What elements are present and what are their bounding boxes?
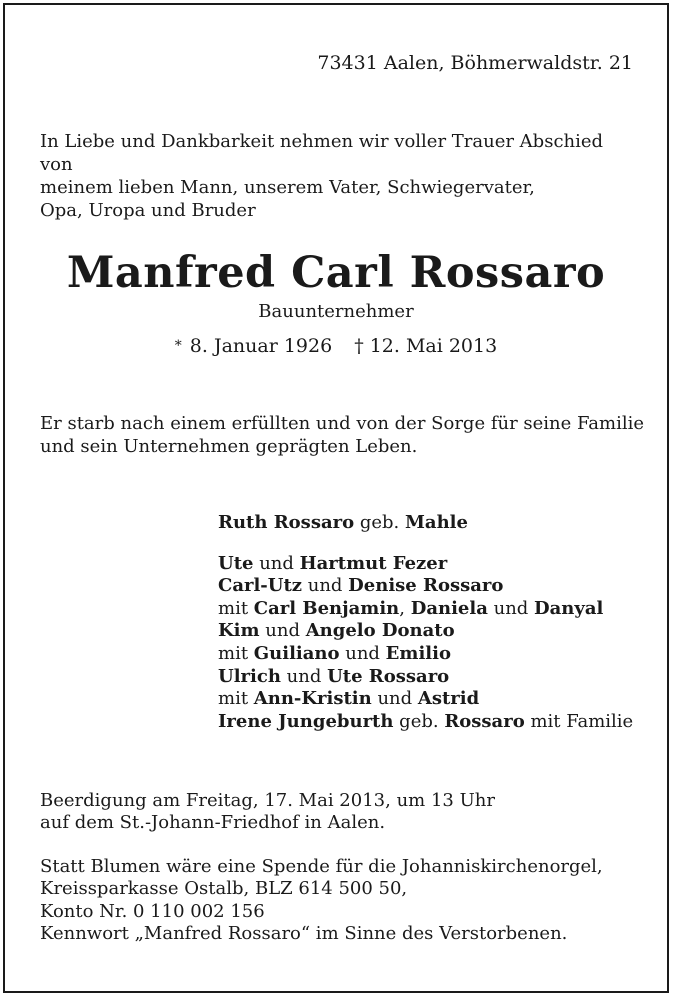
- mourner-name: Danyal: [534, 597, 604, 619]
- death-cross-icon: †: [354, 335, 364, 357]
- mourner-row: [218, 643, 633, 666]
- mourner-name: Ute Rossaro: [327, 665, 450, 687]
- donation-line: Konto Nr. 0 110 002 156: [40, 900, 265, 922]
- mourner-connector: und: [280, 665, 328, 687]
- mourner-connector: mit Familie: [524, 710, 634, 732]
- life-dates: [0, 335, 672, 357]
- mourner-name: Ulrich: [218, 665, 281, 687]
- mourner-connector: und: [253, 552, 300, 574]
- deceased-occupation: Bauunternehmer: [258, 301, 414, 322]
- mourner-row: [218, 575, 633, 598]
- mourner-connector: mit: [218, 597, 254, 619]
- mourner-name: Daniela: [410, 597, 488, 619]
- mourner-name: Ann-Kristin: [253, 688, 372, 710]
- address: 73431 Aalen, Böhmerwaldstr. 21: [317, 52, 633, 74]
- spacer: [218, 535, 633, 553]
- donation-line: Kreissparkasse Ostalb, BLZ 614 500 50,: [40, 878, 408, 900]
- mourner-connector: und: [339, 642, 386, 664]
- donation-line: Statt Blumen wäre eine Spende für die Johanniskirchenorgel,: [40, 856, 603, 877]
- statement-text: [40, 412, 650, 458]
- mourner-row: [218, 598, 633, 621]
- mourner-connector: und: [259, 620, 306, 642]
- funeral-info: [40, 790, 640, 834]
- mourner-name: Ruth Rossaro: [218, 512, 355, 533]
- mourner-name: Emilio: [385, 642, 451, 664]
- mourner-row: [218, 666, 633, 689]
- mourner-name: Kim: [218, 620, 260, 642]
- mourner-name: Carl-Utz: [218, 575, 303, 597]
- mourner-connector: geb.: [354, 512, 405, 533]
- donation-info: [40, 856, 660, 946]
- birth-date: 8. Januar 1926: [189, 335, 333, 357]
- mourners-list: [218, 512, 633, 733]
- deceased-name: Manfred Carl Rossaro: [66, 248, 606, 298]
- mourner-name: Guiliano: [253, 642, 340, 664]
- birth-star-icon: *: [174, 338, 182, 354]
- mourner-name: Denise Rossaro: [348, 575, 504, 597]
- mourner-connector: und: [371, 688, 418, 710]
- intro-line: Opa, Uropa und Bruder: [40, 200, 256, 221]
- statement-line: Er starb nach einem erfüllten und von der Sorge für seine Familie: [40, 413, 645, 434]
- mourner-name: Ute: [218, 552, 254, 574]
- funeral-line: auf dem St.-Johann-Friedhof in Aalen.: [40, 812, 386, 833]
- mourner-name: Astrid: [417, 688, 480, 710]
- mourner-connector: mit: [218, 688, 254, 710]
- mourner-connector: geb.: [393, 710, 445, 732]
- intro-text: [40, 130, 640, 222]
- mourner-connector: ,: [399, 597, 411, 619]
- mourner-name: Carl Benjamin: [253, 597, 400, 619]
- mourner-row: [218, 553, 633, 576]
- intro-line: meinem lieben Mann, unserem Vater, Schwiegervater,: [40, 177, 535, 198]
- mourner-connector: mit: [218, 642, 254, 664]
- statement-line: und sein Unternehmen geprägten Leben.: [40, 436, 418, 457]
- funeral-line: Beerdigung am Freitag, 17. Mai 2013, um 13 Uhr: [40, 790, 495, 811]
- mourner-name: Hartmut Fezer: [299, 552, 448, 574]
- mourner-name: Irene Jungeburth: [218, 710, 394, 732]
- mourner-row: [218, 688, 633, 711]
- mourner-name: Angelo Donato: [305, 620, 455, 642]
- mourner-row: [218, 711, 633, 734]
- mourner-connector: und: [302, 575, 349, 597]
- mourner-spouse: [218, 512, 633, 535]
- mourner-connector: und: [487, 597, 535, 619]
- mourner-name: Rossaro: [444, 710, 525, 732]
- donation-line: Kennwort „Manfred Rossaro“ im Sinne des Verstorbenen.: [40, 923, 568, 945]
- mourner-name: Mahle: [404, 512, 468, 533]
- mourner-row: [218, 620, 633, 643]
- intro-line: In Liebe und Dankbarkeit nehmen wir voller Trauer Abschied von: [40, 131, 604, 175]
- death-date: 12. Mai 2013: [369, 335, 498, 357]
